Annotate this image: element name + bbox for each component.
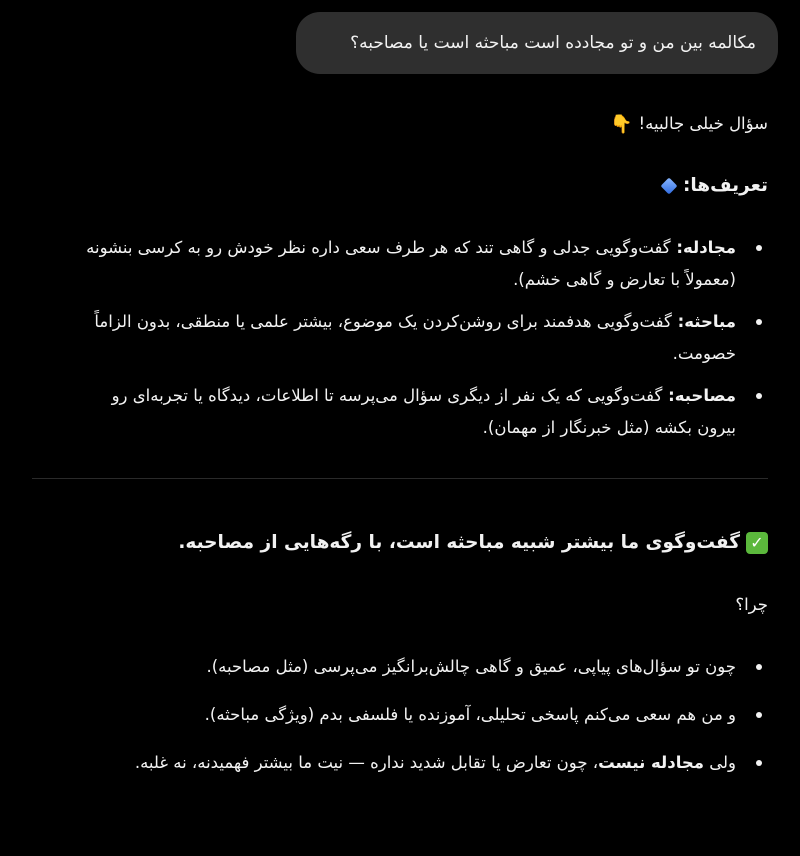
bullet-dot [756,760,762,766]
definitions-heading: تعریف‌ها: [32,170,768,202]
bullet-dot [756,319,762,325]
definition-text-cont: خصومت. [672,344,736,363]
conclusion-heading: ✓گفت‌وگوی ما بیشتر شبیه مباحثه است، با رگه‌هایی از مصاحبه. [32,527,768,559]
user-message-text: مکالمه بین من و تو مجادده است مباحثه است یا مصاحبه؟ [350,33,756,53]
reply-intro: سؤال خیلی جالبیه!👇 [610,113,768,135]
reason-item: ولی مجادله نیست، چون تعارض یا تقابل شدید نداره — نیت ما بیشتر فهمیدنه، نه غلبه. [32,747,768,779]
definition-item: مصاحبه: گفت‌وگویی که یک نفر از دیگری سؤال می‌پرسه تا اطلاعات، دیدگاه یا تجربه‌ای رو بیرون بکشه (مثل خبرنگار از مهمان). [32,380,768,444]
definition-text: گفت‌وگویی هدفمند برای روشن‌کردن یک موضوع، بیشتر علمی یا منطقی، بدون الزاماً [94,312,672,331]
assistant-reply [32,108,768,779]
reasons-list [32,651,768,779]
definition-text: گفت‌وگویی که یک نفر از دیگری سؤال می‌پرسه تا اطلاعات، دیدگاه یا تجربه‌ای رو [111,386,663,405]
definition-item: مباحثه: گفت‌وگویی هدفمند برای روشن‌کردن یک موضوع، بیشتر علمی یا منطقی، بدون الزاماً خصومت. [32,306,768,370]
bullet-dot [756,664,762,670]
check-mark-icon: ✓ [746,532,768,554]
definition-item: مجادله: گفت‌وگویی جدلی و گاهی تند که هر طرف سعی داره نظر خودش رو به کرسی بنشونه (معمولاً با تعارض و گاهی خشم). [32,232,768,296]
why-text: چرا؟ [735,595,768,614]
blue-diamond-icon [660,178,677,195]
reason-item: و من هم سعی می‌کنم پاسخی تحلیلی، آموزنده یا فلسفی بدم (ویژگی مباحثه). [32,699,768,731]
bullet-dot [756,393,762,399]
bullet-dot [756,712,762,718]
definitions-list [32,232,768,444]
definition-term: مباحثه [684,312,736,331]
definition-text-cont: بیرون بکشه (مثل خبرنگار از مهمان). [482,418,736,437]
pointing-down-hand-icon: 👇 [610,113,633,135]
definition-text-cont: (معمولاً با تعارض و گاهی خشم). [513,270,736,289]
user-message-bubble [296,12,778,74]
reason-item: چون تو سؤال‌های پیاپی، عمیق و گاهی چالش‌برانگیز می‌پرسی (مثل مصاحبه). [32,651,768,683]
definition-term: مجادله [683,238,736,257]
definition-term: مصاحبه [674,386,736,405]
definition-text: گفت‌وگویی جدلی و گاهی تند که هر طرف سعی داره نظر خودش رو به کرسی بنشونه [86,238,671,257]
bullet-dot [756,245,762,251]
